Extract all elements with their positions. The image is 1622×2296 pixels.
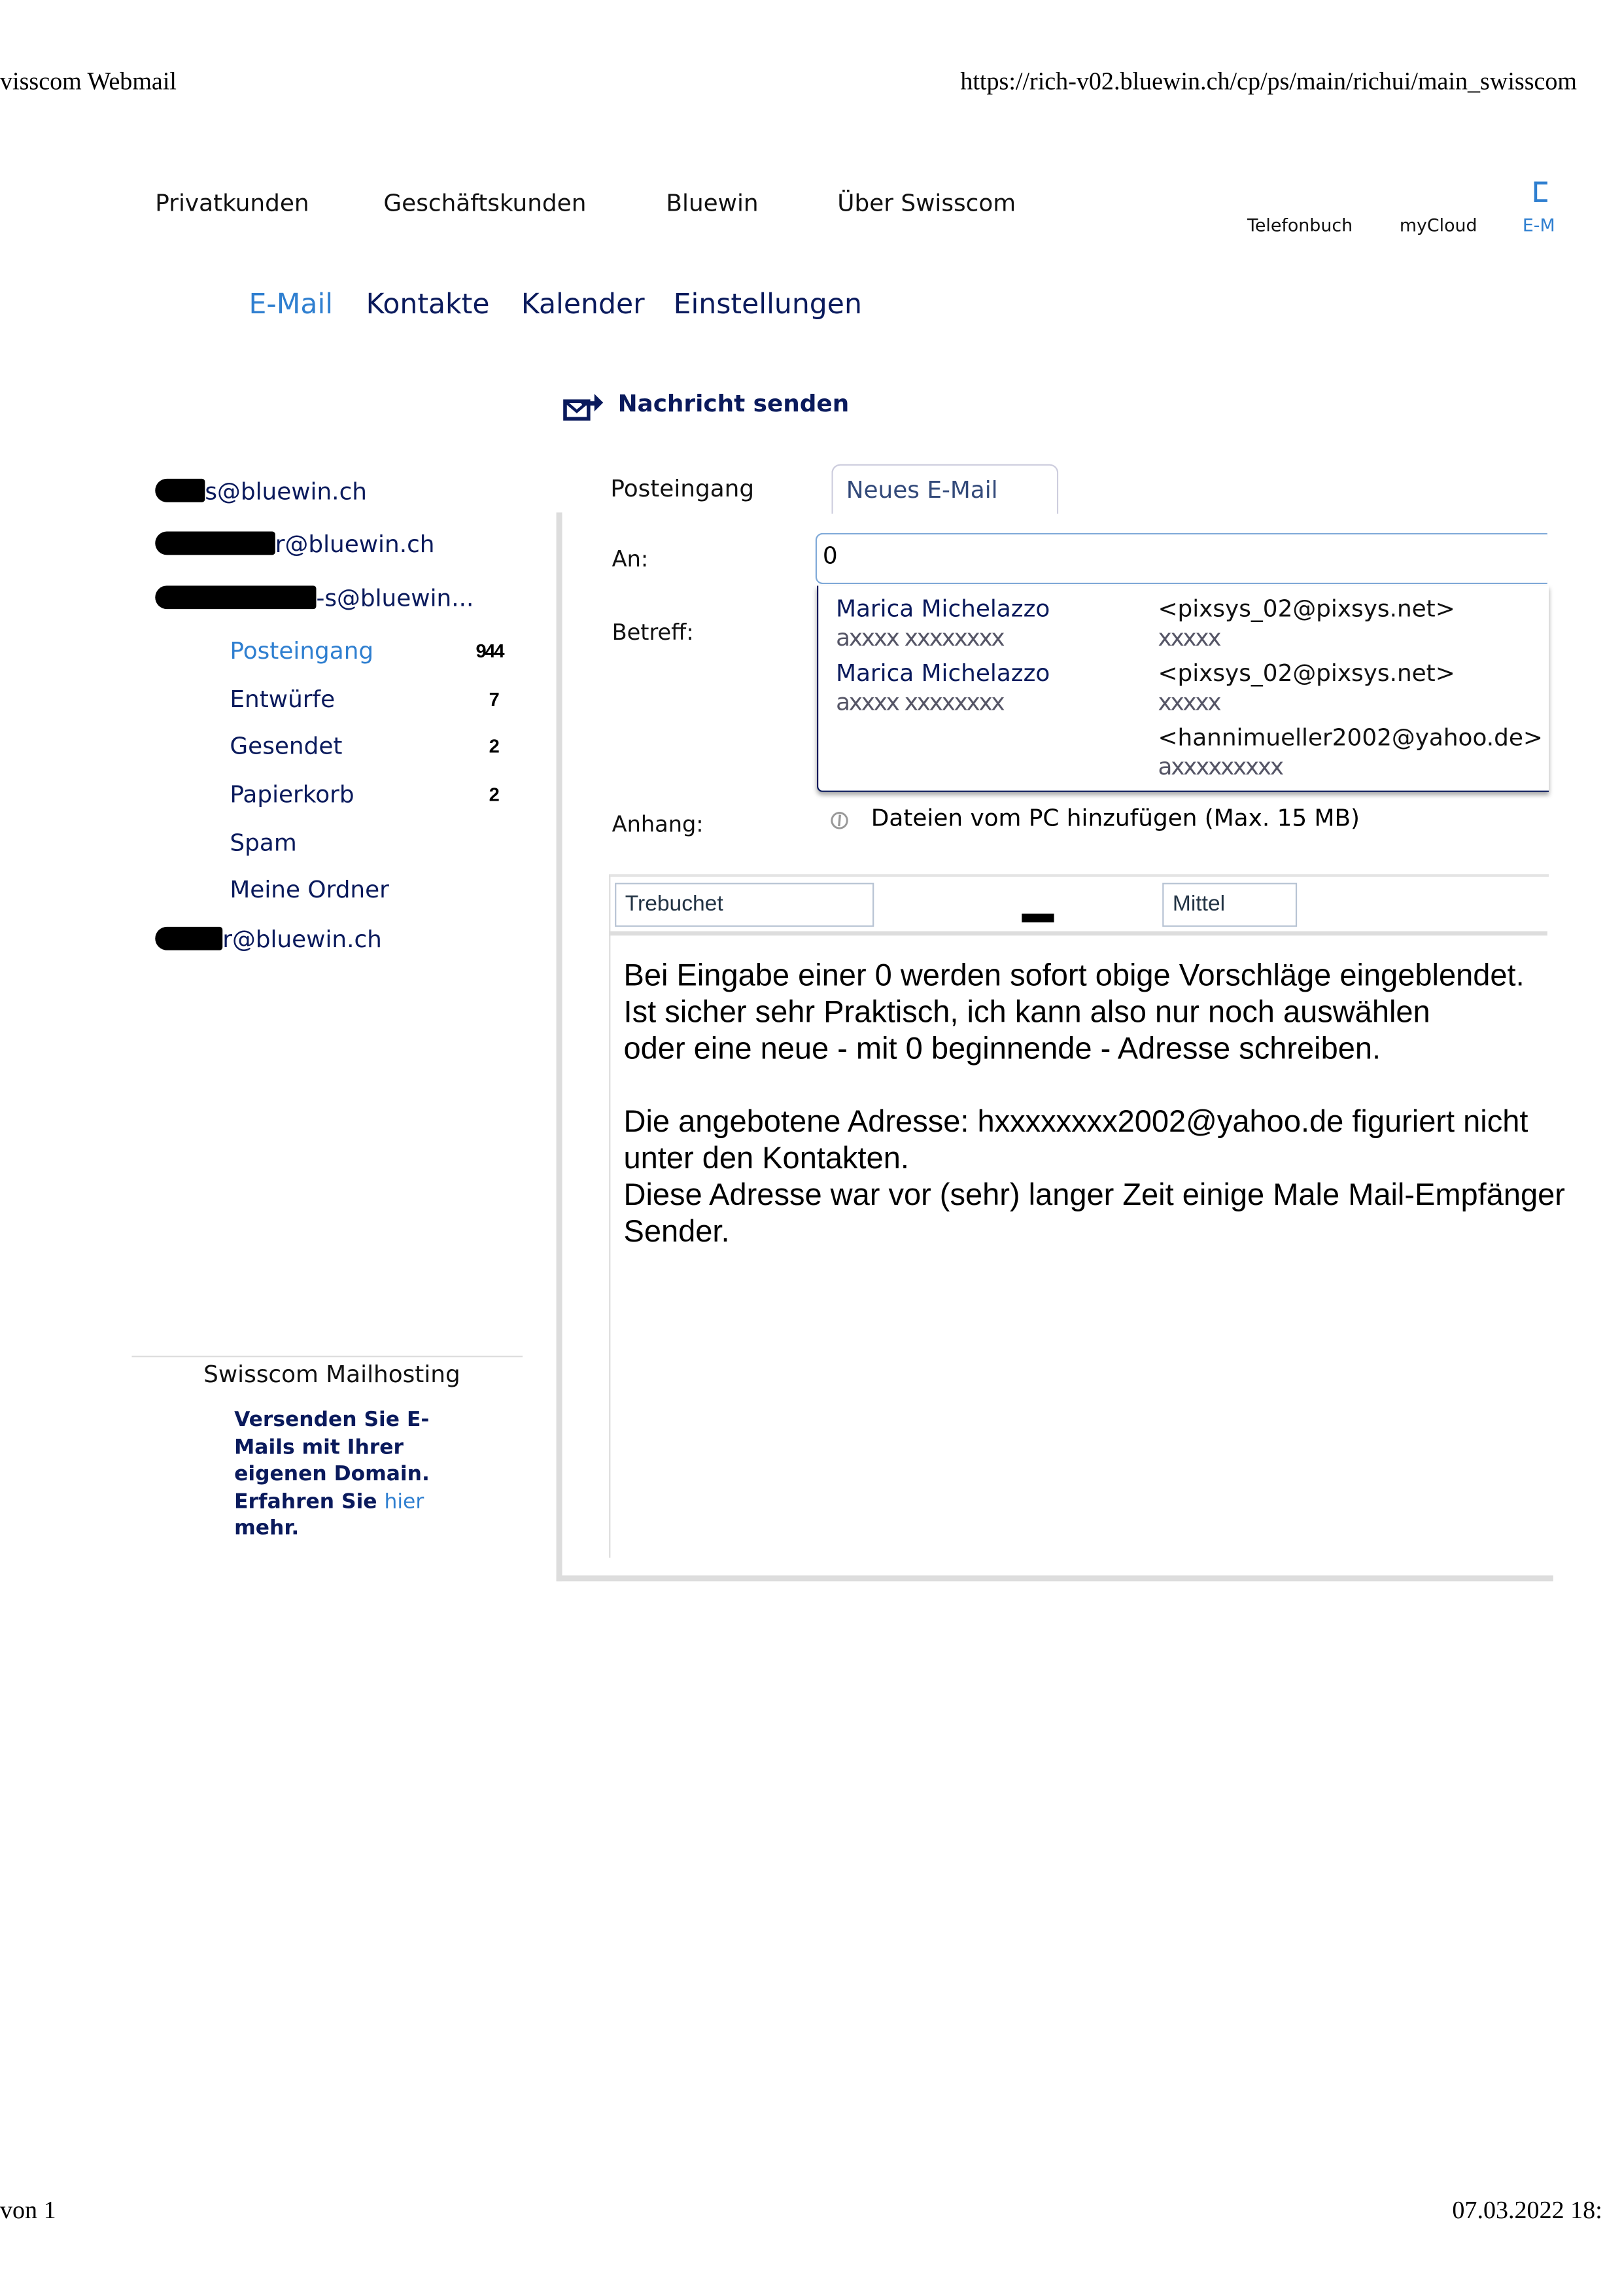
send-message-label[interactable]: Nachricht senden: [617, 389, 850, 417]
nav-mycloud[interactable]: myCloud: [1399, 215, 1477, 236]
suggestion-2-email[interactable]: [1158, 659, 1455, 718]
print-page: von 1: [0, 2196, 56, 2224]
folder-count: 2: [489, 735, 500, 757]
email: <pixsys_02@pixsys.net>: [1158, 594, 1455, 623]
attachment-label: Anhang:: [612, 811, 704, 838]
divider: [131, 1356, 523, 1357]
tab-label: Neues E-Mail: [846, 476, 998, 504]
folder-spam[interactable]: Spam: [230, 828, 297, 857]
subject-label: Betreff:: [612, 619, 694, 646]
nav-privatkunden[interactable]: Privatkunden: [155, 188, 309, 217]
font-value: Trebuchet: [625, 892, 723, 917]
folder-gesendet[interactable]: Gesendet: [230, 732, 343, 760]
promo-title: Swisscom Mailhosting: [203, 1360, 460, 1388]
redaction: [155, 585, 316, 609]
print-title: visscom Webmail: [0, 67, 177, 96]
font-size-select[interactable]: [1162, 883, 1297, 927]
folder-posteingang[interactable]: Posteingang: [230, 636, 374, 665]
promo-after: mehr.: [234, 1516, 300, 1540]
account-1[interactable]: [155, 478, 367, 506]
nav-geschaeftskunden[interactable]: Geschäftskunden: [383, 188, 587, 217]
print-datetime: 07.03.2022 18:: [1452, 2196, 1602, 2224]
font-family-select[interactable]: [615, 883, 874, 927]
suggestion-3-email[interactable]: [1158, 723, 1542, 782]
overlay: axxxx xxxxxxxx: [836, 623, 1004, 652]
to-value: 0: [822, 542, 838, 570]
suggestion-2-name[interactable]: [836, 659, 1050, 718]
redaction: [155, 479, 205, 502]
account-label: r@bluewin.ch: [275, 530, 435, 558]
nav-bluewin[interactable]: Bluewin: [666, 188, 759, 217]
name: Marica Michelazzo: [836, 659, 1050, 687]
redaction: [155, 927, 222, 950]
tab-email[interactable]: E-Mail: [249, 288, 334, 321]
print-url: https://rich-v02.bluewin.ch/cp/ps/main/richui/main_swisscom: [960, 67, 1578, 96]
nav-ueber-swisscom[interactable]: Über Swisscom: [837, 188, 1016, 217]
folder-entwuerfe[interactable]: Entwürfe: [230, 685, 336, 714]
email: <pixsys_02@pixsys.net>: [1158, 659, 1455, 687]
account-label: r@bluewin.ch: [222, 925, 382, 954]
tab-posteingang[interactable]: Posteingang: [610, 474, 755, 502]
autocomplete-dropdown: [817, 585, 1549, 792]
to-label: An:: [612, 546, 649, 573]
folder-count: 944: [475, 640, 504, 662]
size-value: Mittel: [1172, 892, 1226, 917]
paperclip-icon: ⊘: [821, 801, 858, 840]
message-body[interactable]: Bei Eingabe einer 0 werden sofort obige Vorschläge eingeblendet. Ist sicher sehr Praktisch, ich kann also nur noch auswählen oder eine neue - mit 0 beginnende - Adresse schreiben. Die angebotene Adresse: hxxxxxxxx2002@yahoo.de figuriert nicht unter den Kontakten. Diese Adresse war vor (sehr) langer Zeit einige Male Mail-Empfänger Sender.: [623, 959, 1565, 1249]
add-attachment-link[interactable]: Dateien vom PC hinzufügen (Max. 15 MB): [871, 803, 1360, 832]
overlay: axxxxxxxxx: [1158, 752, 1283, 781]
account-2[interactable]: [155, 530, 434, 558]
to-input[interactable]: [816, 533, 1547, 584]
redaction: [155, 532, 275, 555]
promo-text: [234, 1407, 483, 1542]
folder-meine-ordner[interactable]: Meine Ordner: [230, 875, 389, 904]
promo-link[interactable]: hier: [384, 1489, 424, 1514]
toolbar-divider: [609, 931, 1547, 936]
tab-kontakte[interactable]: Kontakte: [366, 288, 490, 321]
suggestion-1-name[interactable]: [836, 595, 1050, 653]
redaction: [1022, 914, 1054, 922]
folder-count: 7: [489, 688, 500, 710]
account-3[interactable]: [155, 584, 474, 612]
send-message-button[interactable]: [562, 389, 604, 421]
tab-neues-email[interactable]: [831, 464, 1058, 514]
send-icon: [562, 389, 604, 421]
nav-email[interactable]: E-M: [1522, 215, 1555, 236]
email-icon[interactable]: [1534, 182, 1547, 202]
suggestion-1-email[interactable]: [1158, 595, 1455, 653]
account-label: s@bluewin.ch: [205, 477, 367, 506]
promo-body: Versenden Sie E-Mails mit Ihrer eigenen Domain. Erfahren Sie: [234, 1408, 430, 1514]
tab-einstellungen[interactable]: Einstellungen: [673, 288, 862, 321]
name: Marica Michelazzo: [836, 594, 1050, 623]
tab-kalender[interactable]: Kalender: [521, 288, 645, 321]
email: <hannimueller2002@yahoo.de>: [1158, 723, 1543, 752]
account-4[interactable]: [155, 926, 382, 954]
nav-telefonbuch[interactable]: Telefonbuch: [1247, 215, 1353, 236]
overlay: xxxxx: [1158, 623, 1220, 652]
account-label: -s@bluewin...: [316, 584, 474, 612]
overlay: axxxx xxxxxxxx: [836, 688, 1004, 716]
overlay: xxxxx: [1158, 688, 1220, 716]
folder-count: 2: [489, 783, 500, 806]
folder-papierkorb[interactable]: Papierkorb: [230, 780, 354, 809]
